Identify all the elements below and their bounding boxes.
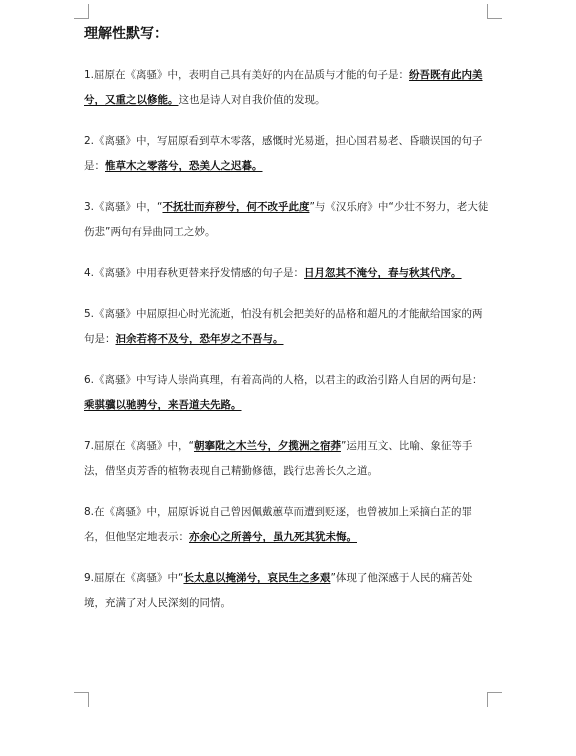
page-corner-mark-top-right — [487, 4, 502, 19]
answer-text: 亦余心之所善兮，虽九死其犹未悔。 — [189, 531, 357, 543]
question-1 — [84, 63, 492, 113]
question-text: 8.在《离骚》中，屈原诉说自己曾因佩戴蕙草而遭到贬逐，也曾被加上采摘白芷的罪名，但他坚定地表示： — [84, 506, 473, 543]
answer-text: 朝搴阰之木兰兮，夕揽洲之宿莽 — [193, 440, 341, 452]
answer-text: 乘骐骥以驰骋兮，来吾道夫先路。 — [84, 399, 242, 411]
page-corner-mark-bottom-right — [487, 692, 502, 707]
question-text: 6.《离骚》中写诗人崇尚真理，有着高尚的人格，以君主的政治引路人自居的两句是： — [84, 374, 483, 386]
question-text: 1.屈原在《离骚》中，表明自己具有美好的内在品质与才能的句子是： — [84, 69, 410, 81]
question-3 — [84, 195, 492, 245]
question-2 — [84, 129, 492, 179]
question-5 — [84, 302, 492, 352]
question-text: 2.《离骚》中，写屈原看到草木零落，感慨时光易逝，担心国君易老、昏聩误国的句子是： — [84, 135, 483, 172]
answer-text: 不抚壮而弃秽兮，何不改乎此度 — [162, 201, 310, 213]
section-title: 理解性默写： — [84, 26, 168, 42]
question-text: 9.屈原在《离骚》中“ — [84, 572, 184, 584]
question-text-tail: ”运用互文、比喻、象征等手法，借坚贞芳香的植物表现自己精勤修德，践行忠善长久之道。 — [84, 440, 473, 477]
document-body — [84, 24, 492, 632]
question-text: 7.屈原在《离骚》中，“ — [84, 440, 194, 452]
answer-text: 日月忽其不淹兮，春与秋其代序。 — [304, 267, 462, 279]
question-text-tail: ”体现了他深感于人民的痛苦处境，充满了对人民深刻的同情。 — [84, 572, 473, 609]
question-6 — [84, 368, 492, 418]
question-8 — [84, 500, 492, 550]
question-text: 4.《离骚》中用春秋更替来抒发情感的句子是： — [84, 267, 305, 279]
answer-text: 惟草木之零落兮，恐美人之迟暮。 — [105, 160, 263, 172]
page-corner-mark-bottom-left — [74, 692, 89, 707]
answer-text: 长太息以掩涕兮，哀民生之多艰 — [183, 572, 331, 584]
question-text: 3.《离骚》中，“ — [84, 201, 163, 213]
page-corner-mark-top-left — [74, 4, 89, 19]
question-text-tail: 这也是诗人对自我价值的发现。 — [178, 94, 326, 106]
answer-text: 汩余若将不及兮，恐年岁之不吾与。 — [115, 333, 284, 345]
question-7 — [84, 434, 492, 484]
question-text: 5.《离骚》中屈原担心时光流逝，怕没有机会把美好的品格和超凡的才能献给国家的两句是： — [84, 308, 483, 345]
question-9 — [84, 566, 492, 616]
question-text-tail: ”与《汉乐府》中“少壮不努力，老大徒伤悲”两句有异曲同工之妙。 — [84, 201, 489, 238]
question-4 — [84, 261, 492, 286]
answer-text: 纷吾既有此内美兮，又重之以修能。 — [84, 69, 483, 106]
